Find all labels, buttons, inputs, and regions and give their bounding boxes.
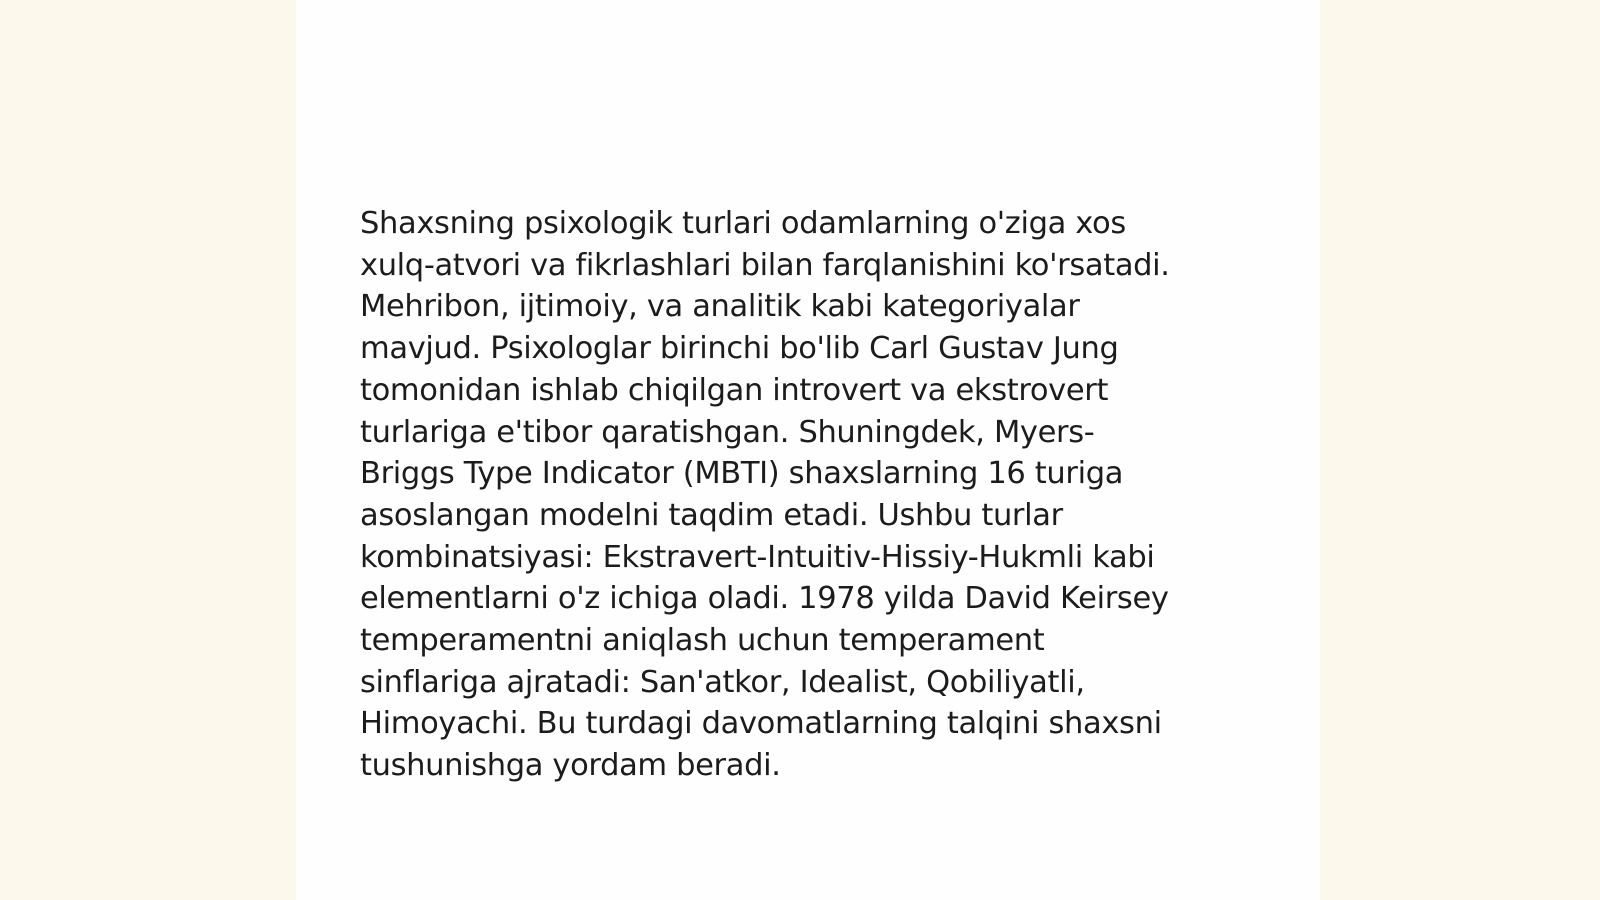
paragraph-line: Mehribon, ijtimoiy, va analitik kabi kategoriyalar xyxy=(360,289,1080,325)
paragraph-line: turlariga e'tibor qaratishgan. Shuningdek, Myers- xyxy=(360,414,1095,450)
paragraph-line: sinflariga ajratadi: San'atkor, Idealist, Qobiliyatli, xyxy=(360,664,1085,700)
paragraph-line: elementlarni o'z ichiga oladi. 1978 yilda David Keirsey xyxy=(360,581,1169,617)
paragraph-line: asoslangan modelni taqdim etadi. Ushbu turlar xyxy=(360,497,1063,533)
paragraph-line: mavjud. Psixologlar birinchi bo'lib Carl Gustav Jung xyxy=(360,331,1119,367)
paragraph-line: Briggs Type Indicator (MBTI) shaxslarning 16 turiga xyxy=(360,456,1124,492)
paragraph-line: kombinatsiyasi: Ekstravert-Intuitiv-Hissiy-Hukmli kabi xyxy=(360,539,1155,575)
paragraph-line: Shaxsning psixologik turlari odamlarning o'ziga xos xyxy=(360,206,1126,241)
paragraph-line: xulq-atvori va fikrlashlari bilan farqlanishini ko'rsatadi. xyxy=(360,247,1170,283)
slide-sheet xyxy=(296,0,1320,900)
body-paragraph xyxy=(360,203,1260,787)
paragraph-line: tushunishga yordam beradi. xyxy=(360,748,781,784)
paragraph-line: tomonidan ishlab chiqilgan introvert va ekstrovert xyxy=(360,372,1109,408)
paragraph-line: temperamentni aniqlash uchun temperament xyxy=(360,623,1045,659)
paragraph-line: Himoyachi. Bu turdagi davomatlarning talqini shaxsni xyxy=(360,706,1162,742)
